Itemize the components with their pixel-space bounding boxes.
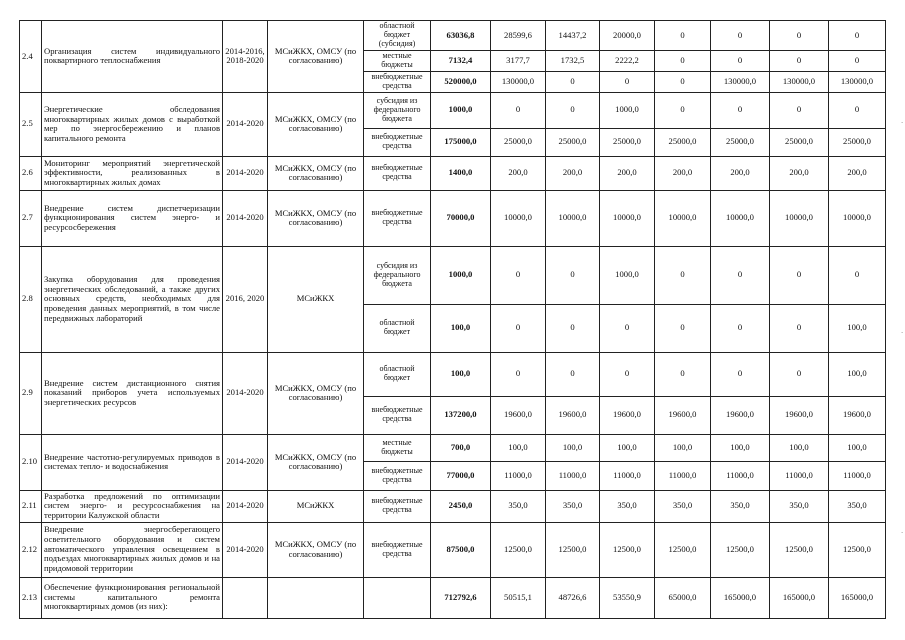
- year-value: 12500,0: [829, 522, 886, 577]
- year-value: 1000,0: [600, 92, 655, 128]
- year-value: 0: [711, 304, 770, 352]
- year-value: 0: [770, 246, 829, 304]
- year-value: 25000,0: [711, 128, 770, 156]
- year-value: 350,0: [829, 490, 886, 522]
- year-value: 0: [770, 50, 829, 71]
- period-cell: 2014-2020: [223, 92, 268, 156]
- table-row: [20, 577, 886, 618]
- year-value: 100,0: [546, 434, 600, 461]
- table-row: [20, 156, 886, 190]
- period-cell: 2014-2020: [223, 352, 268, 434]
- year-value: 0: [711, 50, 770, 71]
- year-value: 200,0: [600, 156, 655, 190]
- year-value: 200,0: [770, 156, 829, 190]
- year-value: 0: [655, 50, 711, 71]
- executor-cell: МСиЖКХ: [268, 246, 364, 352]
- year-value: 11000,0: [491, 461, 546, 490]
- year-value: 11000,0: [829, 461, 886, 490]
- year-value: 200,0: [491, 156, 546, 190]
- year-value: 350,0: [546, 490, 600, 522]
- year-value: 100,0: [600, 434, 655, 461]
- year-value: 0: [546, 92, 600, 128]
- total-value: 100,0: [431, 352, 491, 396]
- year-value: 25000,0: [655, 128, 711, 156]
- year-value: 0: [770, 92, 829, 128]
- year-value: 12500,0: [770, 522, 829, 577]
- funding-source: внебюджетные средства: [364, 190, 431, 246]
- year-value: 0: [546, 352, 600, 396]
- year-value: 12500,0: [491, 522, 546, 577]
- total-value: 77000,0: [431, 461, 491, 490]
- year-value: 25000,0: [546, 128, 600, 156]
- year-value: 11000,0: [770, 461, 829, 490]
- executor-cell: МСиЖКХ, ОМСУ (по согласованию): [268, 92, 364, 156]
- year-value: 19600,0: [770, 396, 829, 434]
- year-value: 0: [655, 92, 711, 128]
- year-value: 0: [546, 246, 600, 304]
- total-value: 520000,0: [431, 71, 491, 92]
- period-cell: 2014-2020: [223, 156, 268, 190]
- table-row: [20, 190, 886, 246]
- year-value: 10000,0: [711, 190, 770, 246]
- year-value: 0: [491, 352, 546, 396]
- year-value: 19600,0: [600, 396, 655, 434]
- measure-name: Организация систем индивидуального поквартирного теплоснабжения: [42, 21, 223, 93]
- row-number: 2.8: [20, 246, 42, 352]
- total-value: 700,0: [431, 434, 491, 461]
- year-value: 10000,0: [546, 190, 600, 246]
- year-value: 28599,6: [491, 21, 546, 51]
- year-value: 100,0: [770, 434, 829, 461]
- total-value: 70000,0: [431, 190, 491, 246]
- margin-mark: ·: [901, 330, 903, 337]
- period-cell: [223, 577, 268, 618]
- year-value: 19600,0: [655, 396, 711, 434]
- year-value: 0: [829, 92, 886, 128]
- year-value: 11000,0: [600, 461, 655, 490]
- funding-source: внебюджетные средства: [364, 128, 431, 156]
- funding-source: внебюджетные средства: [364, 71, 431, 92]
- year-value: 12500,0: [711, 522, 770, 577]
- total-value: 63036,8: [431, 21, 491, 51]
- row-number: 2.4: [20, 21, 42, 93]
- row-number: 2.13: [20, 577, 42, 618]
- year-value: 19600,0: [546, 396, 600, 434]
- measure-name: Обеспечение функционирования региональной системы капитального ремонта многоквартирных домов (из них):: [42, 577, 223, 618]
- year-value: 0: [600, 304, 655, 352]
- funding-source: внебюджетные средства: [364, 396, 431, 434]
- year-value: 1732,5: [546, 50, 600, 71]
- year-value: 12500,0: [600, 522, 655, 577]
- year-value: 19600,0: [491, 396, 546, 434]
- year-value: 130000,0: [711, 71, 770, 92]
- year-value: 0: [711, 352, 770, 396]
- period-cell: 2014-2020: [223, 522, 268, 577]
- budget-table: [19, 20, 886, 619]
- table-row: [20, 522, 886, 577]
- total-value: 1000,0: [431, 92, 491, 128]
- year-value: 0: [711, 246, 770, 304]
- table-row: [20, 352, 886, 396]
- year-value: 48726,6: [546, 577, 600, 618]
- measure-name: Мониторинг мероприятий энергетической эффективности, реализованных в многоквартирных жилых домах: [42, 156, 223, 190]
- row-number: 2.7: [20, 190, 42, 246]
- year-value: 0: [829, 246, 886, 304]
- year-value: 0: [711, 92, 770, 128]
- year-value: 3177,7: [491, 50, 546, 71]
- year-value: 10000,0: [770, 190, 829, 246]
- measure-name: Закупка оборудования для проведения энергетических обследований, а также других основных средств, необходимых для проведения данных мероприятий, в том числе передвижных лабораторий: [42, 246, 223, 352]
- year-value: 165000,0: [829, 577, 886, 618]
- year-value: 0: [770, 352, 829, 396]
- margin-mark: ·: [901, 120, 903, 127]
- year-value: 0: [600, 71, 655, 92]
- funding-source: субсидия из федерального бюджета: [364, 92, 431, 128]
- year-value: 2222,2: [600, 50, 655, 71]
- year-value: 165000,0: [770, 577, 829, 618]
- table-row: [20, 246, 886, 304]
- total-value: 87500,0: [431, 522, 491, 577]
- year-value: 65000,0: [655, 577, 711, 618]
- year-value: 25000,0: [829, 128, 886, 156]
- year-value: 25000,0: [770, 128, 829, 156]
- year-value: 50515,1: [491, 577, 546, 618]
- year-value: 19600,0: [829, 396, 886, 434]
- year-value: 11000,0: [546, 461, 600, 490]
- year-value: 200,0: [655, 156, 711, 190]
- measure-name: Внедрение частотно-регулируемых приводов в системах тепло- и водоснабжения: [42, 434, 223, 490]
- year-value: 0: [829, 50, 886, 71]
- year-value: 100,0: [829, 352, 886, 396]
- year-value: 10000,0: [600, 190, 655, 246]
- year-value: 14437,2: [546, 21, 600, 51]
- year-value: 0: [655, 71, 711, 92]
- year-value: 0: [655, 304, 711, 352]
- total-value: 1400,0: [431, 156, 491, 190]
- year-value: 200,0: [711, 156, 770, 190]
- year-value: 130000,0: [491, 71, 546, 92]
- measure-name: Разработка предложений по оптимизации систем энерго- и ресурсоснабжения на территории Калужской области: [42, 490, 223, 522]
- year-value: 53550,9: [600, 577, 655, 618]
- period-cell: 2014-2020: [223, 434, 268, 490]
- funding-source: внебюджетные средства: [364, 156, 431, 190]
- executor-cell: МСиЖКХ, ОМСУ (по согласованию): [268, 522, 364, 577]
- year-value: 11000,0: [655, 461, 711, 490]
- total-value: 137200,0: [431, 396, 491, 434]
- year-value: 1000,0: [600, 246, 655, 304]
- year-value: 25000,0: [491, 128, 546, 156]
- year-value: 100,0: [655, 434, 711, 461]
- funding-source: внебюджетные средства: [364, 490, 431, 522]
- executor-cell: МСиЖКХ: [268, 490, 364, 522]
- year-value: 350,0: [600, 490, 655, 522]
- year-value: 20000,0: [600, 21, 655, 51]
- year-value: 0: [491, 92, 546, 128]
- year-value: 200,0: [546, 156, 600, 190]
- row-number: 2.6: [20, 156, 42, 190]
- table-row: [20, 490, 886, 522]
- year-value: 100,0: [711, 434, 770, 461]
- year-value: 10000,0: [655, 190, 711, 246]
- row-number: 2.12: [20, 522, 42, 577]
- executor-cell: МСиЖКХ, ОМСУ (по согласованию): [268, 352, 364, 434]
- year-value: 0: [829, 21, 886, 51]
- year-value: 10000,0: [491, 190, 546, 246]
- funding-source: местные бюджеты: [364, 50, 431, 71]
- period-cell: 2014-2016, 2018-2020: [223, 21, 268, 93]
- measure-name: Энергетические обследования многоквартирных жилых домов с выработкой мер по энергосбережению и планов капитального ремонта: [42, 92, 223, 156]
- year-value: 11000,0: [711, 461, 770, 490]
- period-cell: 2016, 2020: [223, 246, 268, 352]
- year-value: 0: [655, 352, 711, 396]
- year-value: 0: [546, 71, 600, 92]
- year-value: 0: [655, 246, 711, 304]
- executor-cell: МСиЖКХ, ОМСУ (по согласованию): [268, 156, 364, 190]
- measure-name: Внедрение систем дистанционного снятия показаний приборов учета используемых энергетических ресурсов: [42, 352, 223, 434]
- year-value: 100,0: [829, 304, 886, 352]
- executor-cell: [268, 577, 364, 618]
- year-value: 350,0: [711, 490, 770, 522]
- margin-mark: ·: [901, 530, 903, 537]
- table-row: [20, 434, 886, 461]
- year-value: 165000,0: [711, 577, 770, 618]
- measure-name: Внедрение систем диспетчеризации функционирования систем энерго- и ресурсосбережения: [42, 190, 223, 246]
- year-value: 350,0: [491, 490, 546, 522]
- measure-name: Внедрение энергосберегающего осветительного оборудования и систем автоматического управления освещением в подъездах многоквартирных жилых домов и на придомовой территории: [42, 522, 223, 577]
- executor-cell: МСиЖКХ, ОМСУ (по согласованию): [268, 190, 364, 246]
- executor-cell: МСиЖКХ, ОМСУ (по согласованию): [268, 21, 364, 93]
- year-value: 0: [491, 304, 546, 352]
- period-cell: 2014-2020: [223, 190, 268, 246]
- year-value: 0: [655, 21, 711, 51]
- total-value: 175000,0: [431, 128, 491, 156]
- year-value: 130000,0: [829, 71, 886, 92]
- year-value: 350,0: [770, 490, 829, 522]
- year-value: 12500,0: [655, 522, 711, 577]
- year-value: 130000,0: [770, 71, 829, 92]
- row-number: 2.5: [20, 92, 42, 156]
- funding-source: внебюджетные средства: [364, 522, 431, 577]
- year-value: 19600,0: [711, 396, 770, 434]
- year-value: 0: [546, 304, 600, 352]
- year-value: 0: [600, 352, 655, 396]
- executor-cell: МСиЖКХ, ОМСУ (по согласованию): [268, 434, 364, 490]
- year-value: 100,0: [491, 434, 546, 461]
- year-value: 350,0: [655, 490, 711, 522]
- period-cell: 2014-2020: [223, 490, 268, 522]
- year-value: 200,0: [829, 156, 886, 190]
- total-value: 1000,0: [431, 246, 491, 304]
- year-value: 12500,0: [546, 522, 600, 577]
- year-value: 0: [770, 304, 829, 352]
- total-value: 2450,0: [431, 490, 491, 522]
- total-value: 100,0: [431, 304, 491, 352]
- row-number: 2.9: [20, 352, 42, 434]
- funding-source: областной бюджет: [364, 352, 431, 396]
- total-value: 712792,6: [431, 577, 491, 618]
- year-value: 0: [770, 21, 829, 51]
- row-number: 2.11: [20, 490, 42, 522]
- table-row: [20, 92, 886, 128]
- year-value: 25000,0: [600, 128, 655, 156]
- funding-source: местные бюджеты: [364, 434, 431, 461]
- funding-source: областной бюджет: [364, 304, 431, 352]
- year-value: 0: [491, 246, 546, 304]
- funding-source: областной бюджет (субсидия): [364, 21, 431, 51]
- year-value: 100,0: [829, 434, 886, 461]
- table-row: [20, 21, 886, 51]
- year-value: 10000,0: [829, 190, 886, 246]
- year-value: 0: [711, 21, 770, 51]
- funding-source: субсидия из федерального бюджета: [364, 246, 431, 304]
- funding-source: [364, 577, 431, 618]
- total-value: 7132,4: [431, 50, 491, 71]
- funding-source: внебюджетные средства: [364, 461, 431, 490]
- row-number: 2.10: [20, 434, 42, 490]
